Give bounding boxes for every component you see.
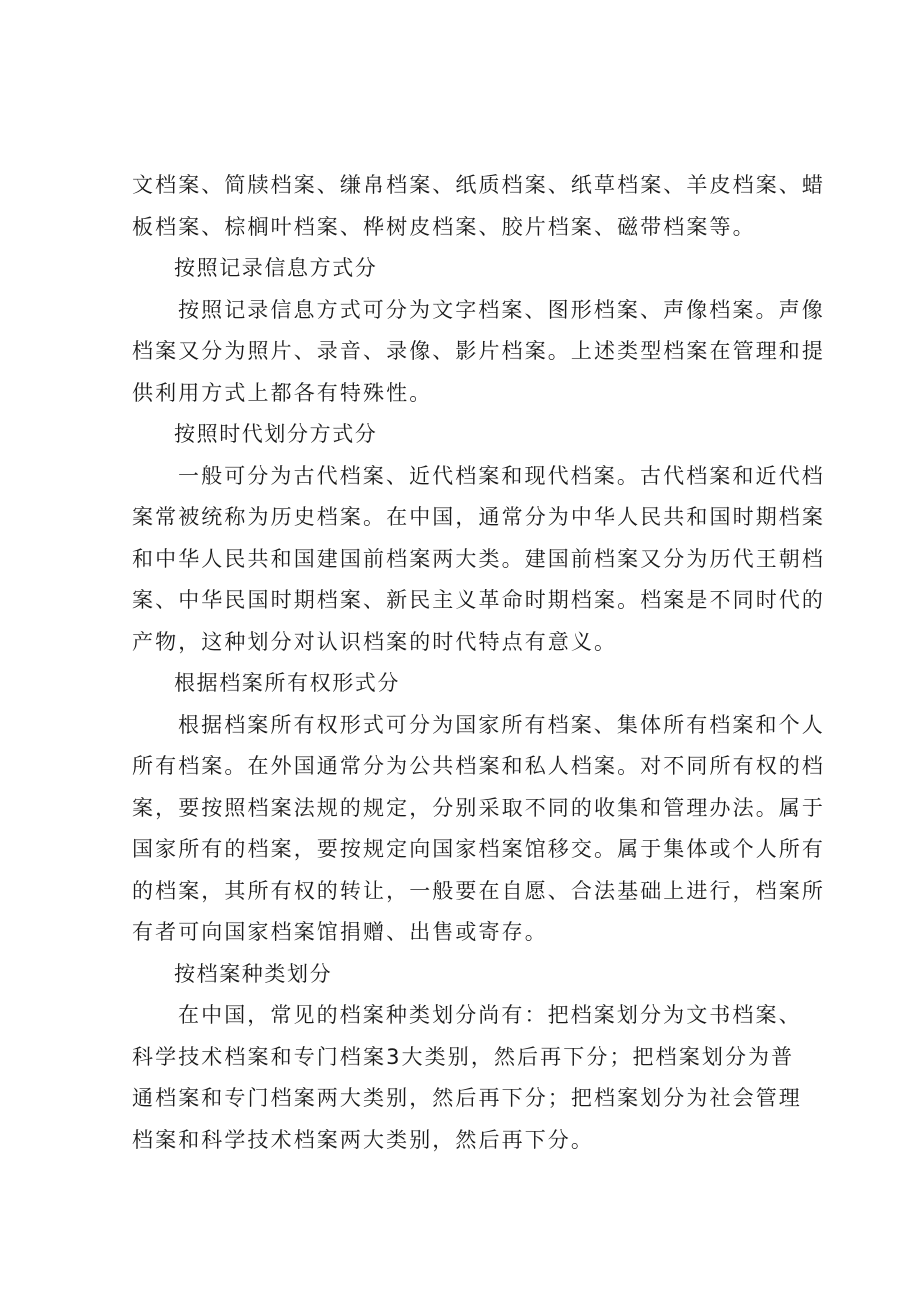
text-line: 科学技术档案和专门档案3大类别，然后再下分；把档案划分为普	[132, 1044, 795, 1069]
text-line: 所有档案。在外国通常分为公共档案和私人档案。对不同所有权的档	[132, 754, 825, 778]
paragraph-first-line: 按照记录信息方式可分为文字档案、图形档案、声像档案。声像	[178, 297, 825, 322]
section-heading: 根据档案所有权形式分	[174, 671, 400, 695]
section-heading: 按档案种类划分	[174, 961, 333, 986]
text-line: 的档案，其所有权的转让，一般要在自愿、合法基础上进行，档案所	[132, 878, 825, 903]
text-line: 有者可向国家档案馆捐赠、出售或寄存。	[132, 920, 548, 944]
paragraph-first-line: 在中国，常见的档案种类划分尚有：把档案划分为文书档案、	[178, 1003, 802, 1027]
text-line: 案，要按照档案法规的规定，分别采取不同的收集和管理办法。属于	[132, 795, 825, 820]
text-line: 供利用方式上都各有特殊性。	[132, 380, 433, 405]
text-line: 案、中华民国时期档案、新民主义革命时期档案。档案是不同时代的	[132, 588, 825, 612]
text-line: 板档案、棕榈叶档案、桦树皮档案、胶片档案、磁带档案等。	[132, 214, 756, 239]
text-line: 国家所有的档案，要按规定向国家档案馆移交。属于集体或个人所有	[132, 837, 825, 861]
paragraph-first-line: 根据档案所有权形式可分为国家所有档案、集体所有档案和个人	[178, 712, 825, 737]
document-body	[132, 165, 825, 1161]
text-line: 档案又分为照片、录音、录像、影片档案。上述类型档案在管理和提	[132, 339, 825, 363]
text-line: 文档案、简牍档案、缣帛档案、纸质档案、纸草档案、羊皮档案、蜡	[132, 173, 825, 197]
text-line: 产物，这种划分对认识档案的时代特点有意义。	[132, 629, 618, 654]
paragraph-first-line: 一般可分为古代档案、近代档案和现代档案。古代档案和近代档	[178, 463, 825, 488]
text-line: 案常被统称为历史档案。在中国，通常分为中华人民共和国时期档案	[132, 505, 825, 529]
text-line: 和中华人民共和国建国前档案两大类。建国前档案又分为历代王朝档	[132, 546, 825, 571]
text-line: 档案和科学技术档案两大类别，然后再下分。	[132, 1127, 594, 1152]
section-heading: 按照时代划分方式分	[174, 422, 378, 446]
section-heading: 按照记录信息方式分	[174, 256, 378, 280]
text-line: 通档案和专门档案两大类别，然后再下分；把档案划分为社会管理	[132, 1086, 802, 1110]
